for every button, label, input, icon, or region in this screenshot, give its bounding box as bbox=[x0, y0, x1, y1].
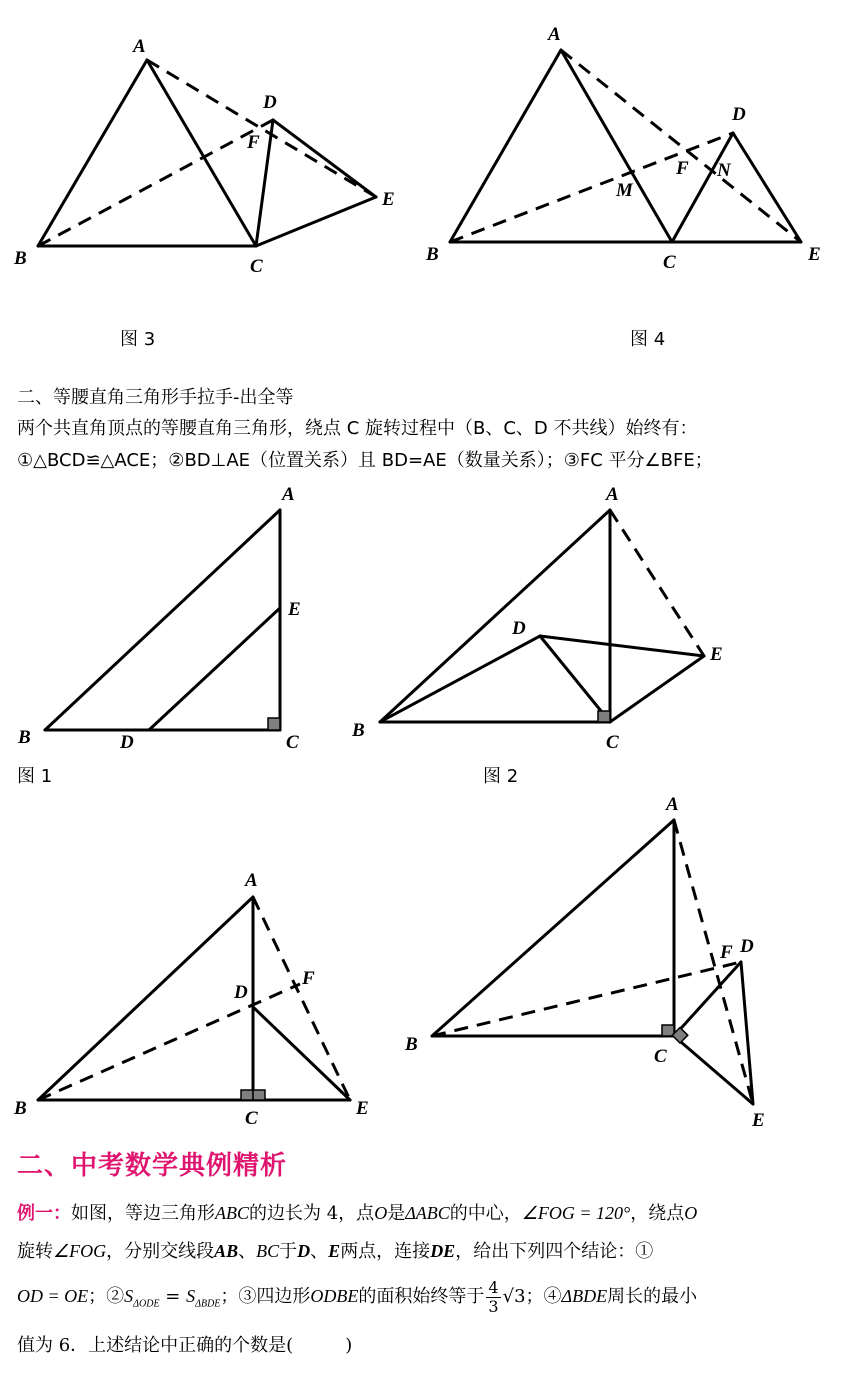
right-angle-mark-right bbox=[253, 1090, 265, 1100]
figure-3-caption: 图 3 bbox=[120, 329, 156, 350]
point-label-b: B bbox=[405, 1034, 418, 1055]
segment-ab bbox=[450, 50, 561, 242]
point-label-a: A bbox=[282, 484, 295, 505]
example-line-1: 例一：如图，等边三角形ABC的边长为 4，点O是ΔABC的中心，∠FOG = 120°，绕点O bbox=[17, 1203, 698, 1224]
point-label-e: E bbox=[382, 189, 395, 210]
point-label-b: B bbox=[352, 720, 365, 741]
point-label-d: D bbox=[263, 92, 277, 113]
segment-ab bbox=[432, 820, 674, 1036]
example-line-2: 旋转∠FOG，分别交线段AB、BC于D、E两点，连接DE，给出下列四个结论：① bbox=[17, 1241, 654, 1262]
right-angle-mark bbox=[598, 711, 610, 722]
segment-de bbox=[733, 133, 801, 242]
dashed-ae bbox=[610, 510, 704, 656]
segment-de bbox=[741, 962, 753, 1104]
point-label-d: D bbox=[732, 104, 746, 125]
point-label-c: C bbox=[606, 732, 619, 753]
point-label-a: A bbox=[548, 24, 561, 45]
figure-2-caption: 图 2 bbox=[483, 766, 519, 787]
point-label-e: E bbox=[710, 644, 723, 665]
segment-ab bbox=[380, 510, 610, 722]
point-label-b: B bbox=[14, 248, 27, 269]
point-label-c: C bbox=[286, 732, 299, 753]
example-line-3: OD = OE；$②S_{\Delta ODE} = S_{\Delta BDE}$；③四边形ODBE的面积始终等于 $\frac{4}{3}$ √3；④ΔBDE周长的最小 bbox=[17, 1277, 698, 1316]
point-label-a: A bbox=[245, 870, 258, 891]
point-label-c: C bbox=[654, 1046, 667, 1067]
point-label-b: B bbox=[18, 727, 31, 748]
point-label-b: B bbox=[426, 244, 439, 265]
dashed-bf bbox=[38, 984, 300, 1100]
point-label-f: F bbox=[247, 132, 260, 153]
section-line-2: ①△BCD≌△ACE；②BD⊥AE（位置关系）且 BD=AE（数量关系）；③FC 平分∠BFE； bbox=[17, 450, 713, 471]
point-label-e: E bbox=[752, 1110, 765, 1131]
segment-ac bbox=[147, 60, 256, 246]
section-line-1: 两个共直角顶点的等腰直角三角形，绕点 C 旋转过程中（B、C、D 不共线）始终有： bbox=[17, 418, 698, 439]
point-label-d: D bbox=[120, 732, 134, 753]
point-label-n: N bbox=[717, 160, 731, 181]
section-heading: 二、等腰直角三角形手拉手-出全等 bbox=[17, 387, 294, 408]
segment-ab bbox=[38, 60, 147, 246]
right-angle-mark bbox=[268, 718, 280, 730]
point-label-f: F bbox=[676, 158, 689, 179]
point-label-f: F bbox=[302, 968, 315, 989]
figure-4-caption: 图 4 bbox=[630, 329, 666, 350]
point-label-d: D bbox=[512, 618, 526, 639]
dashed-ae bbox=[147, 60, 376, 197]
figure-5 bbox=[0, 860, 400, 1130]
segment-de bbox=[273, 120, 376, 197]
point-label-e: E bbox=[288, 599, 301, 620]
point-label-f: F bbox=[720, 942, 733, 963]
point-label-c: C bbox=[245, 1108, 258, 1129]
segment-ce bbox=[610, 656, 704, 722]
figure-3 bbox=[0, 0, 420, 300]
point-label-a: A bbox=[606, 484, 619, 505]
figure-1 bbox=[0, 478, 340, 768]
segment-ab bbox=[45, 510, 280, 730]
figure-6 bbox=[400, 788, 857, 1133]
segment-cd bbox=[672, 133, 733, 242]
fraction-four-thirds: $\frac{4}{3}$ bbox=[488, 1277, 499, 1316]
segment-de bbox=[149, 608, 280, 730]
point-label-d: D bbox=[740, 936, 754, 957]
right-angle-mark-left bbox=[241, 1090, 253, 1100]
figure-4 bbox=[420, 0, 857, 300]
point-label-b: B bbox=[14, 1098, 27, 1119]
point-label-c: C bbox=[663, 252, 676, 273]
point-label-c: C bbox=[250, 256, 263, 277]
example-line-4: 值为 6．上述结论中正确的个数是( ) bbox=[17, 1335, 353, 1356]
dashed-ae bbox=[561, 50, 801, 242]
segment-ce bbox=[256, 197, 376, 246]
exam-section-heading: 二、中考数学典例精析 bbox=[17, 1151, 288, 1181]
point-label-a: A bbox=[666, 794, 679, 815]
segment-ab bbox=[38, 897, 253, 1100]
segment-ac bbox=[561, 50, 672, 242]
segment-dc bbox=[540, 636, 610, 722]
dashed-bd bbox=[432, 962, 741, 1036]
point-label-e: E bbox=[356, 1098, 369, 1119]
dashed-bd bbox=[450, 133, 733, 242]
dashed-ae bbox=[253, 897, 350, 1100]
segment-de bbox=[253, 1007, 350, 1100]
example-label: 例一： bbox=[17, 1203, 71, 1224]
figure-2 bbox=[340, 478, 760, 768]
figure-1-caption: 图 1 bbox=[17, 766, 53, 787]
point-label-m: M bbox=[616, 180, 633, 201]
segment-ce bbox=[674, 1036, 753, 1104]
point-label-d: D bbox=[234, 982, 248, 1003]
point-label-e: E bbox=[808, 244, 821, 265]
point-label-a: A bbox=[133, 36, 146, 57]
segment-de bbox=[540, 636, 704, 656]
